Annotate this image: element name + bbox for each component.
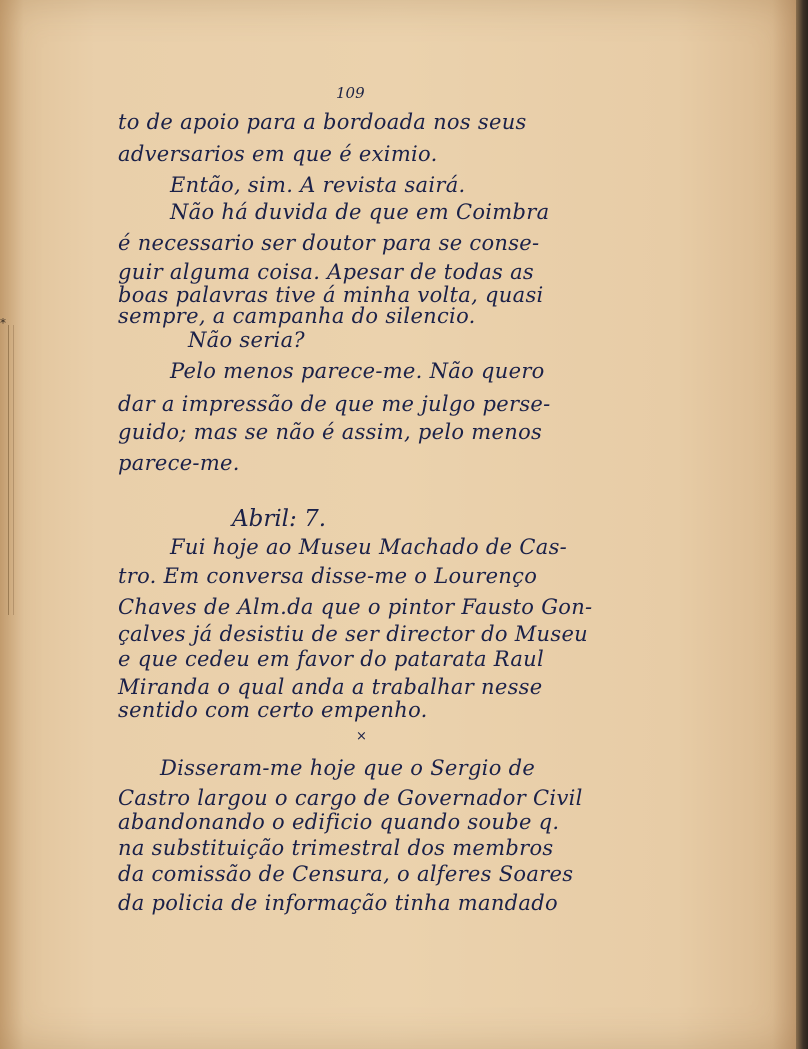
- text-line-20: sentido com certo empenho.: [118, 698, 428, 722]
- text-line-10: Pelo menos parece-me. Não quero: [170, 359, 545, 383]
- text-line-19: Miranda o qual anda a trabalhar nesse: [118, 675, 543, 699]
- text-line-14: Fui hoje ao Museu Machado de Cas-: [170, 535, 568, 559]
- text-line-2: adversarios em que é eximio.: [118, 142, 438, 166]
- text-line-13: parece-me.: [118, 451, 240, 475]
- text-line-6: guir alguma coisa. Apesar de todas as: [118, 260, 534, 284]
- binding-stitch-line: [8, 325, 14, 615]
- section-separator: ×: [356, 729, 367, 744]
- text-line-16: Chaves de Alm.da que o pintor Fausto Gon-: [118, 595, 593, 619]
- text-line-7: boas palavras tive á minha volta, quasi: [118, 283, 544, 307]
- text-line-22: Castro largou o cargo de Governador Civil: [118, 786, 583, 810]
- text-line-1: to de apoio para a bordoada nos seus: [118, 110, 527, 134]
- date-heading: Abril: 7.: [232, 506, 327, 532]
- text-line-17: çalves já desistiu de ser director do Museu: [118, 622, 589, 646]
- text-line-25: da comissão de Censura, o alferes Soares: [118, 862, 574, 886]
- text-line-8: sempre, a campanha do silencio.: [118, 304, 476, 328]
- text-line-11: dar a impressão de que me julgo perse-: [118, 392, 551, 416]
- text-line-23: abandonando o edificio quando soube q.: [118, 810, 560, 834]
- text-line-21: Disseram-me hoje que o Sergio de: [160, 756, 536, 780]
- text-line-4: Não há duvida de que em Coimbra: [170, 200, 550, 224]
- text-line-26: da policia de informação tinha mandado: [118, 891, 558, 915]
- margin-mark: *: [0, 316, 6, 330]
- book-spine-edge: [796, 0, 808, 1049]
- text-line-18: e que cedeu em favor do patarata Raul: [118, 647, 544, 671]
- text-line-12: guido; mas se não é assim, pelo menos: [118, 420, 543, 444]
- text-line-5: é necessario ser doutor para se conse-: [118, 231, 540, 255]
- text-line-24: na substituição trimestral dos membros: [118, 836, 554, 860]
- text-line-9: Não seria?: [188, 328, 305, 352]
- text-line-3: Então, sim. A revista sairá.: [170, 173, 466, 197]
- page-number: 109: [336, 84, 365, 102]
- text-line-15: tro. Em conversa disse-me o Lourenço: [118, 564, 538, 588]
